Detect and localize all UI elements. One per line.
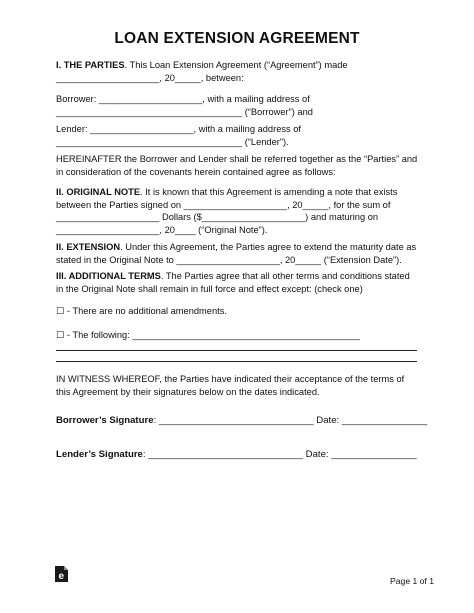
- original-note-section: [56, 186, 436, 236]
- parties-heading: I. THE PARTIES: [56, 60, 125, 70]
- additional-terms-heading: III. ADDITIONAL TERMS: [56, 271, 161, 281]
- witness-paragraph: [56, 373, 436, 398]
- borrower-signature-line: : _____________________________ Date: ________________: [153, 415, 428, 426]
- extension-line-2: stated in the Original Note to ____________________, 20_____ (“Extension Date”).: [56, 254, 402, 265]
- original-note-heading: II. ORIGINAL NOTE: [56, 187, 141, 197]
- hereinafter-line-1: HEREINAFTER the Borrower and Lender shall be referred together as the “Parties” and: [56, 154, 418, 164]
- additional-terms-line-1: . The Parties agree that all other terms and conditions stated: [160, 271, 410, 281]
- borrower-signature-row: [56, 415, 436, 428]
- parties-section: [56, 59, 436, 84]
- parties-text-line-2: ____________________, 20_____, between:: [56, 72, 244, 83]
- hereinafter-line-2: in consideration of the covenants herein contained agree as follows:: [56, 166, 336, 177]
- original-note-line-3: ____________________ Dollars ($____________________) and maturing on: [56, 212, 379, 222]
- original-note-line-1: . It is known that this Agreement is amending a note that exists: [140, 187, 398, 197]
- lender-line-1: Lender: ____________________, with a mailing address of: [56, 124, 302, 134]
- lender-signature-line: : _____________________________ Date: ________________: [142, 449, 417, 460]
- option-following: [56, 329, 436, 342]
- extension-heading: II. EXTENSION: [56, 242, 121, 252]
- blank-line-1: [56, 350, 417, 351]
- blank-line-2: [56, 361, 417, 362]
- checkbox-no-amendments[interactable]: ☐: [56, 306, 65, 316]
- lender-section: [56, 123, 436, 148]
- lender-line-2: ____________________________________ (“Lender”).: [56, 136, 289, 147]
- checkbox-following[interactable]: ☐: [56, 330, 65, 340]
- parties-text-line-1: . This Loan Extension Agreement (“Agreement”) made: [124, 60, 348, 70]
- additional-terms-line-2: in the Original Note shall remain in full force and effect except: (check one): [56, 283, 363, 294]
- eforms-logo-icon: [53, 566, 69, 582]
- original-note-line-4: ____________________, 20____ (“Original Note”).: [56, 224, 268, 235]
- extension-line-1: . Under this Agreement, the Parties agree to extend the maturity date as: [120, 242, 417, 252]
- hereinafter-paragraph: [56, 153, 436, 178]
- additional-terms-section: [56, 270, 436, 295]
- page-number: Page 1 of 1: [390, 576, 434, 586]
- borrower-line-1: Borrower: ____________________, with a mailing address of: [56, 94, 310, 104]
- witness-line-1: IN WITNESS WHEREOF, the Parties have indicated their acceptance of the terms of: [56, 374, 405, 384]
- original-note-line-2: between the Parties signed on ____________________, 20_____, for the sum of: [56, 199, 391, 210]
- option-following-label: - The following: ____________________________________________: [64, 330, 360, 340]
- option-no-amendments: [56, 305, 436, 318]
- document-title: LOAN EXTENSION AGREEMENT: [114, 30, 360, 47]
- borrower-line-2: ____________________________________ (“Borrower”) and: [56, 106, 313, 117]
- witness-line-2: this Agreement by their signatures below on the dates indicated.: [56, 386, 320, 397]
- svg-text:e: e: [58, 570, 65, 582]
- borrower-section: [56, 93, 436, 118]
- extension-section: [56, 241, 436, 266]
- borrower-signature-label: Borrower’s Signature: [56, 415, 154, 426]
- option-no-amendments-label: - There are no additional amendments.: [64, 306, 227, 316]
- lender-signature-label: Lender’s Signature: [56, 449, 143, 460]
- lender-signature-row: [56, 449, 436, 462]
